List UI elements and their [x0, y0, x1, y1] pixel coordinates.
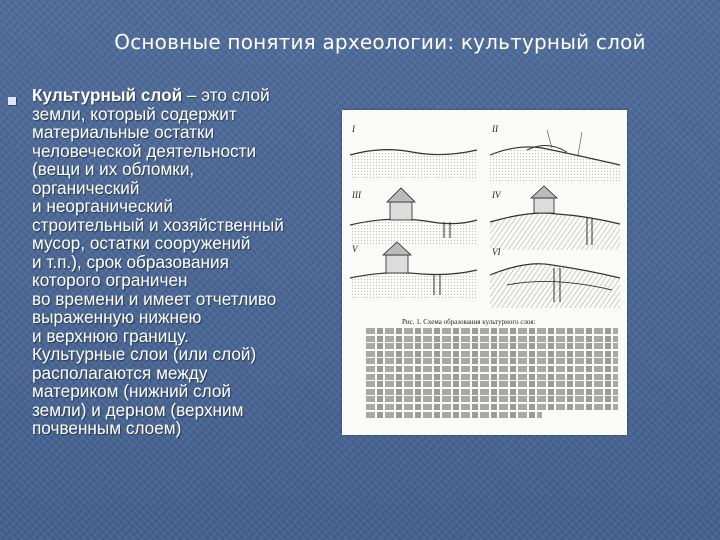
panel-2 — [490, 124, 620, 182]
definition-line: земли, который содержит — [32, 103, 237, 124]
definition-line: (вещи и их обломки, — [32, 159, 195, 179]
panel-label: II — [492, 124, 498, 134]
panel-3 — [350, 188, 477, 245]
definition-line: земли) и дерном (верхним — [32, 399, 244, 420]
definition-line: материком (нижний слой — [32, 381, 232, 401]
panel-5 — [350, 242, 477, 300]
panel-label: IV — [492, 190, 501, 200]
definition-line: выраженную нижнею — [32, 307, 202, 327]
figure-legend-text — [366, 328, 618, 419]
definition-line: мусор, остатки сооружений — [32, 233, 251, 253]
panel-label: V — [352, 244, 358, 254]
definition-line: располагаются между — [32, 362, 208, 383]
panel-label: VI — [492, 247, 501, 257]
definition-line: строительный и хозяйственный — [32, 214, 284, 235]
definition-line: человеческой деятельности — [32, 140, 257, 161]
definition-line: которого ограничен — [32, 270, 188, 290]
term-bold: Культурный слой — [32, 85, 183, 105]
definition-line: Культурные слои (или слой) — [32, 344, 257, 364]
definition-line: почвенным слоем) — [32, 418, 182, 438]
definition-line: и верхнюю границу. — [32, 325, 189, 346]
definition-line: органический — [32, 177, 140, 198]
figure-caption: Рис. 1. Схема образования культурного слоя: — [402, 318, 536, 326]
definition-line: во времени и имеет отчетливо — [32, 288, 277, 309]
panel-label: I — [352, 124, 355, 134]
panel-4 — [490, 186, 620, 250]
definition-line-1: Культурный слой – это слой — [32, 85, 270, 105]
panel-label: III — [352, 190, 361, 200]
definition-line: и т.п.), срок образования — [32, 251, 229, 272]
stratigraphy-figure — [342, 110, 627, 435]
panel-1 — [350, 124, 477, 180]
panel-6 — [490, 247, 620, 308]
bullet-square-icon — [8, 97, 16, 105]
definition-line: и неорганический — [32, 196, 173, 216]
definition-line: материальные остатки — [32, 122, 215, 142]
definition-text — [32, 86, 332, 438]
slide-title: Основные понятия археологии: культурный слой — [114, 30, 646, 54]
